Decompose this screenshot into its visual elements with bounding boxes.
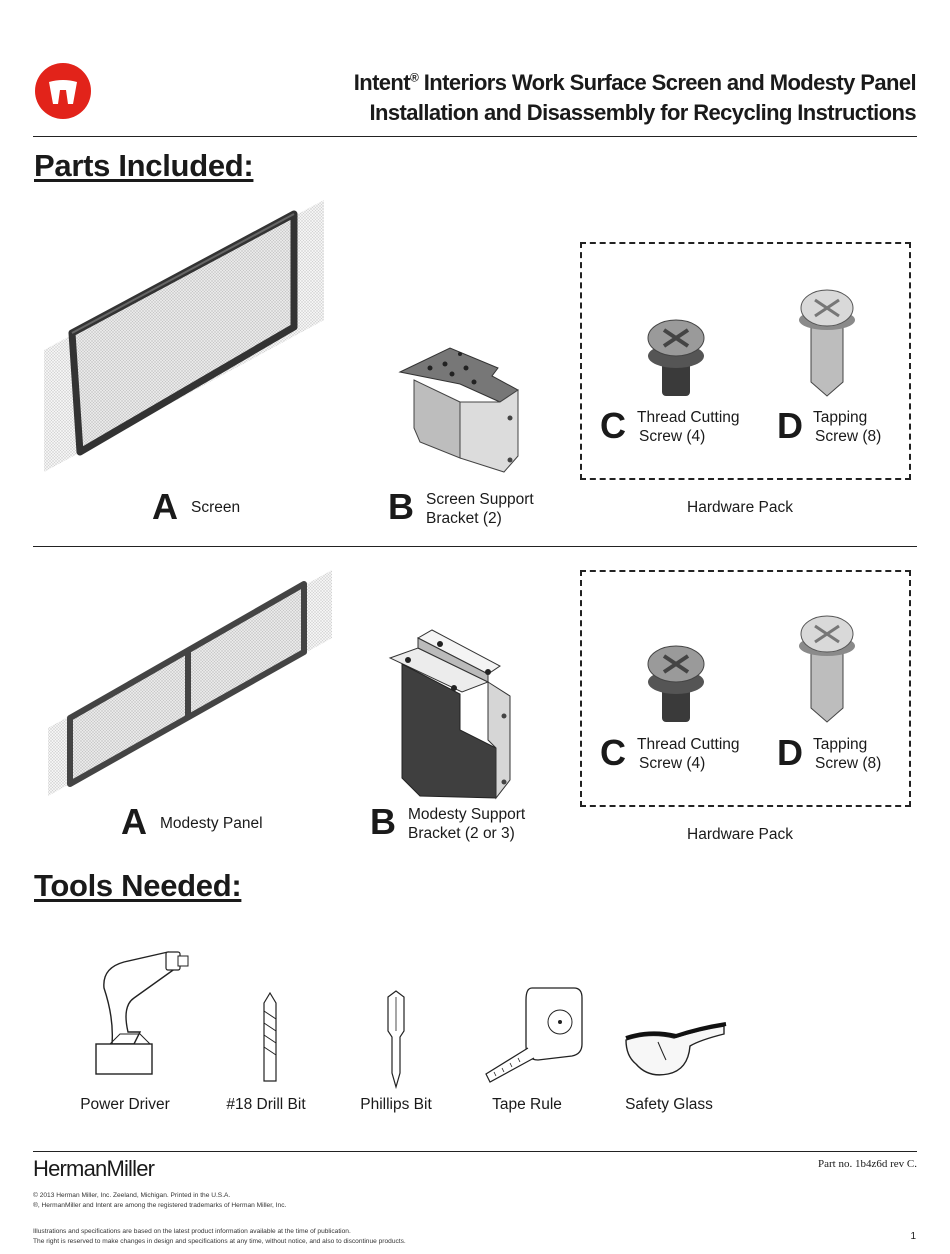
herman-miller-logo-icon (35, 63, 91, 119)
screen-part-d-letter: D (777, 405, 803, 446)
page-number: 1 (910, 1231, 916, 1242)
thread-cutting-screw-icon (648, 646, 706, 726)
screen-hardware-pack-label: Hardware Pack (687, 499, 793, 516)
trademark-text: ®, HermanMiller and Intent are among the registered trademarks of Herman Miller, Inc. (33, 1202, 287, 1209)
tool-label-phillips-bit: Phillips Bit (360, 1096, 432, 1113)
copyright-text: © 2013 Herman Miller, Inc. Zeeland, Michigan. Printed in the U.S.A. (33, 1192, 231, 1199)
screen-part-b-letter: B (388, 486, 414, 527)
tools-heading: Tools Needed: (34, 868, 242, 903)
screen-part-c-label-line-2: Screw (4) (639, 428, 706, 445)
modesty-part-c-label-line-1: Thread Cutting (637, 736, 740, 753)
parts-heading: Parts Included: (34, 148, 254, 183)
tool-label-tape-rule: Tape Rule (492, 1096, 562, 1113)
header-divider (33, 136, 917, 137)
screen-part-c-letter: C (600, 405, 626, 446)
modesty-part-d-label-line-1: Tapping (813, 736, 868, 753)
disclaimer-line-1: Illustrations and specifications are based on the latest product information available at the time of publication. (33, 1228, 351, 1235)
screen-part-a-letter: A (152, 486, 178, 527)
modesty-part-b-letter: B (370, 801, 396, 842)
screen-part-b-label-line-2: Bracket (2) (426, 510, 502, 527)
screen-part-d-label-line-1: Tapping (813, 409, 868, 426)
modesty-part-a-letter: A (121, 801, 147, 842)
screen-part-a-label: Screen (191, 499, 241, 516)
row-divider (33, 546, 917, 547)
document-title-line-1: Intent® Interiors Work Surface Screen and Modesty Panel (353, 70, 916, 95)
modesty-part-b-label-line-1: Modesty Support (408, 806, 526, 823)
modesty-part-d-label-line-2: Screw (8) (815, 755, 882, 772)
modesty-part-a-label: Modesty Panel (160, 815, 263, 832)
modesty-bracket-illustration (388, 630, 514, 800)
screen-part-c-label-line-1: Thread Cutting (637, 409, 740, 426)
phillips-bit-icon (386, 991, 406, 1089)
modesty-hardware-pack-label: Hardware Pack (687, 826, 793, 843)
safety-glass-icon (620, 1016, 728, 1082)
tape-rule-icon (482, 984, 584, 1086)
modesty-part-b-label-line-2: Bracket (2 or 3) (408, 825, 515, 842)
screen-bracket-illustration (400, 348, 522, 476)
tapping-screw-icon (799, 290, 855, 398)
screen-part-d-label-line-2: Screw (8) (815, 428, 882, 445)
modesty-panel-illustration (48, 570, 336, 800)
screen-illustration (44, 200, 329, 475)
power-driver-icon (94, 948, 194, 1078)
tool-label-power-driver: Power Driver (80, 1096, 170, 1113)
thread-cutting-screw-icon (648, 320, 706, 400)
footer-divider (33, 1151, 917, 1152)
disclaimer-line-2: The right is reserved to make changes in design and specifications at any time, without notice, and also to discontinue products. (33, 1238, 406, 1245)
tapping-screw-icon (799, 616, 855, 724)
document-title-line-2: Installation and Disassembly for Recycling Instructions (369, 100, 916, 125)
modesty-part-c-label-line-2: Screw (4) (639, 755, 706, 772)
drill-bit-icon (263, 993, 277, 1085)
brand-wordmark: HermanMiller (33, 1156, 155, 1181)
modesty-part-d-letter: D (777, 732, 803, 773)
modesty-part-c-letter: C (600, 732, 626, 773)
tool-label-safety-glass: Safety Glass (625, 1096, 713, 1113)
screen-part-b-label-line-1: Screen Support (426, 491, 534, 508)
part-number: Part no. 1b4z6d rev C. (818, 1158, 917, 1170)
tool-label-drill-bit: #18 Drill Bit (226, 1096, 306, 1113)
